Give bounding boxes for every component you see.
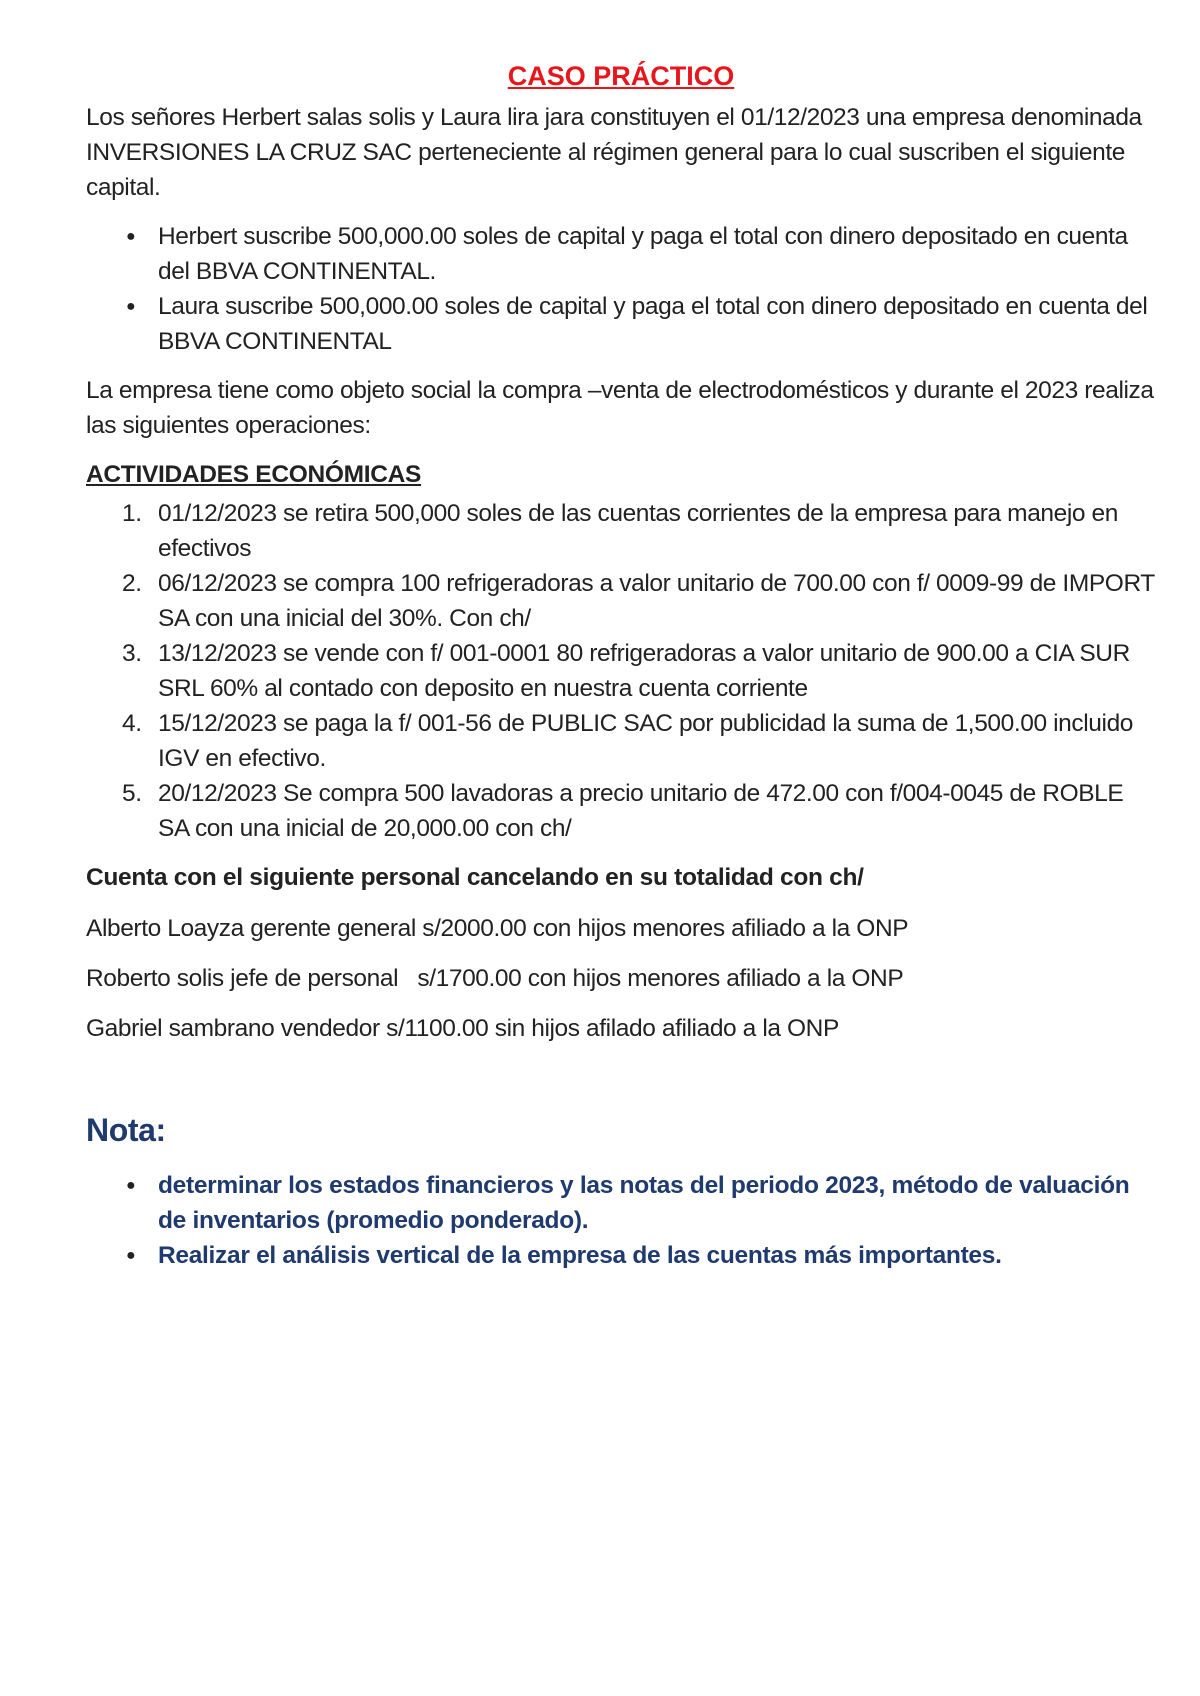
item-number: 4.	[122, 710, 142, 737]
bullet-icon: ●	[126, 1247, 136, 1264]
object-paragraph: La empresa tiene como objeto social la compra –venta de electrodomésticos y durante el 2023 realiza las siguientes operaciones:	[86, 377, 1154, 439]
capital-item-text: Laura suscribe 500,000.00 soles de capital y paga el total con dinero depositado en cuenta del BBVA CONTINENTAL	[158, 293, 1148, 355]
intro-paragraph: Los señores Herbert salas solis y Laura lira jara constituyen el 01/12/2023 una empresa denominada INVERSIONES LA CRUZ SAC perteneciente al régimen general para lo cual suscriben el siguiente capital.	[86, 104, 1142, 201]
list-item	[86, 1238, 1156, 1273]
list-item	[86, 566, 1156, 636]
list-item	[86, 289, 1156, 359]
activity-text: 15/12/2023 se paga la f/ 001-56 de PUBLIC SAC por publicidad la suma de 1,500.00 incluido IGV en efectivo.	[158, 710, 1134, 772]
activity-text: 01/12/2023 se retira 500,000 soles de las cuentas corrientes de la empresa para manejo en efectivos	[158, 500, 1119, 562]
list-item	[86, 636, 1156, 706]
bullet-icon: ●	[126, 228, 136, 245]
staff-heading: Cuenta con el siguiente personal cancelando en su totalidad con ch/	[86, 864, 864, 891]
item-number: 3.	[122, 640, 142, 667]
activity-text: 06/12/2023 se compra 100 refrigeradoras a valor unitario de 700.00 con f/ 0009-99 de IMPORT SA con una inicial del 30%. Con ch/	[158, 570, 1155, 632]
document-content	[86, 56, 1156, 1273]
list-item	[86, 496, 1156, 566]
list-item	[86, 219, 1156, 289]
list-item	[86, 776, 1156, 846]
bullet-icon: ●	[126, 298, 136, 315]
capital-item-text: Herbert suscribe 500,000.00 soles de capital y paga el total con dinero depositado en cuenta del BBVA CONTINENTAL.	[158, 223, 1128, 285]
activity-text: 20/12/2023 Se compra 500 lavadoras a precio unitario de 472.00 con f/004-0045 de ROBLE SA con una inicial de 20,000.00 con ch/	[158, 780, 1124, 842]
list-item	[86, 706, 1156, 776]
document-title: CASO PRÁCTICO	[507, 61, 735, 91]
item-number: 2.	[122, 570, 142, 597]
bullet-icon: ●	[126, 1177, 136, 1194]
activities-heading: ACTIVIDADES ECONÓMICAS	[86, 461, 422, 488]
nota-heading: Nota:	[86, 1112, 166, 1148]
nota-list	[86, 1168, 1156, 1273]
nota-item-text: Realizar el análisis vertical de la empresa de las cuentas más importantes.	[158, 1242, 1002, 1269]
staff-line: Roberto solis jefe de personal s/1700.00 con hijos menores afiliado a la ONP	[86, 965, 904, 992]
list-item	[86, 1168, 1156, 1238]
staff-line: Alberto Loayza gerente general s/2000.00 con hijos menores afiliado a la ONP	[86, 915, 909, 942]
item-number: 1.	[122, 500, 142, 527]
staff-line: Gabriel sambrano vendedor s/1100.00 sin hijos afilado afiliado a la ONP	[86, 1015, 839, 1042]
item-number: 5.	[122, 780, 142, 807]
activity-text: 13/12/2023 se vende con f/ 001-0001 80 refrigeradoras a valor unitario de 900.00 a CIA SUR SRL 60% al contado con deposito en nuestra cuenta corriente	[158, 640, 1130, 702]
activities-list	[86, 496, 1156, 846]
nota-item-text: determinar los estados financieros y las notas del periodo 2023, método de valuación de inventarios (promedio ponderado).	[158, 1172, 1130, 1234]
capital-list	[86, 219, 1156, 359]
